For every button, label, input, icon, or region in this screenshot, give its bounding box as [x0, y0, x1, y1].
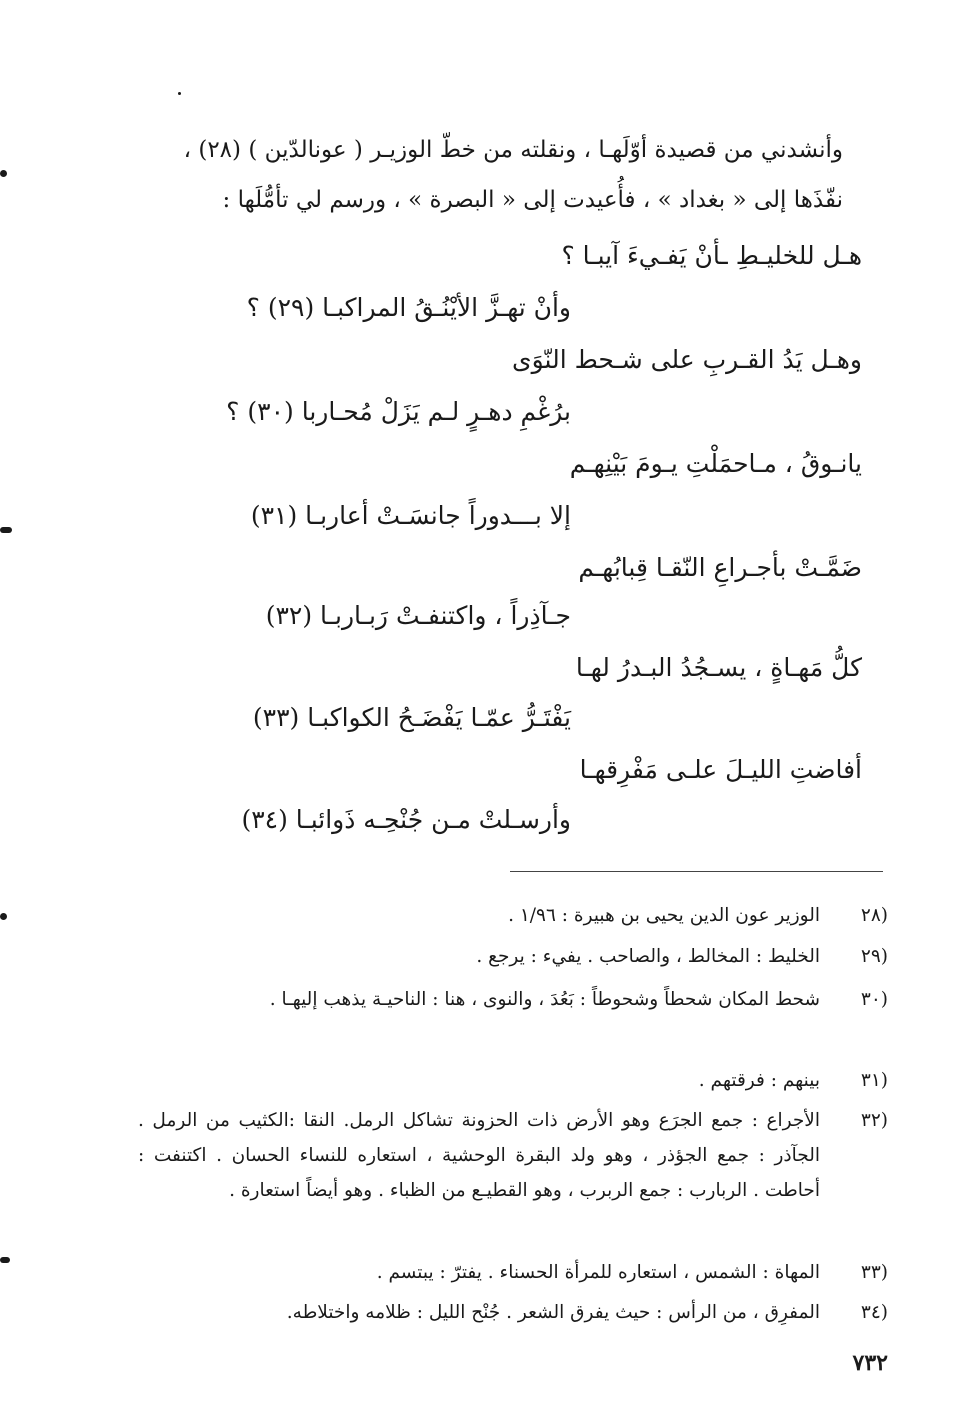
- footnote-30: [138, 982, 888, 1017]
- verse-6-first-hemistich: أفاضتِ الليـلَ علـى مَفْرِقهـا: [579, 755, 862, 784]
- footnote-text: المفرِق ، من الرأس : حيث يفرق الشعر . جُنْح الليل : ظلامه واختلاطه.: [286, 1302, 820, 1323]
- verse-3-first-hemistich: يانـوقُ ، مـاحمَلْتِ يـومَ بَيْنِهـم: [569, 449, 862, 478]
- footnote-number: (٢٨: [860, 905, 888, 926]
- margin-dot: [0, 1257, 10, 1263]
- footnote-33: [138, 1255, 888, 1290]
- footnote-number: (٣١: [860, 1070, 888, 1091]
- footnote-29: [138, 939, 888, 974]
- verse-3-second-hemistich: إلا بـــدوراً جانسَـتْ أعاربـا (٣١): [250, 501, 571, 530]
- footnote-32: [138, 1103, 888, 1208]
- verse-4-first-hemistich: ضَمَّـتْ بأجـراعِ النّقـا قِبابُهـم: [578, 553, 862, 582]
- footnote-text: المهاة : الشمس ، استعاره للمرأة الحسناء . يفترّ : يبتسم .: [376, 1262, 820, 1283]
- footnote-text: الخليط : المخالط ، والصاحب . يفيء : يرجع .: [476, 946, 820, 967]
- verse-5-second-hemistich: يَفْتَـرُّ عمّـا يَفْضَـحُ الكواكبـا (٣٣): [252, 703, 571, 732]
- page-number: ٧٣٢: [852, 1350, 888, 1376]
- footnote-28: [138, 898, 888, 933]
- footnote-number: (٣٣: [860, 1262, 888, 1283]
- footnote-number: (٣٢: [860, 1110, 888, 1131]
- verse-1-first-hemistich: هـل للخليـطِ ـأنْ يَفـيءَ آيبـا ؟: [561, 241, 862, 270]
- verse-5-first-hemistich: كلُّ مَهـاةٍ ، يسـجُدُ البـدرُ لهـا: [575, 653, 862, 682]
- footnote-34: [138, 1295, 888, 1330]
- footnote-text: الأجراع : جمع الجرَع وهو الأرض ذات الحزونة تشاكل الرمل. النقا :الكثيب من الرمل . الجآذر : جمع الجؤذر ، وهو ولد البقرة الوحشية ، استعاره للنساء الحسان . اكتنفت : أحاطت . الربارب : جمع الربرب ، وهو القطيـع من الظباء . وهو أيضاً استعارة .: [138, 1110, 820, 1201]
- intro-line-2: نفّذَها إلى « بغداد » ، فأُعيدت إلى « البصرة » ، ورسم لي تأمُّلَها :: [222, 187, 843, 213]
- verse-2-first-hemistich: وهـل يَدُ القـربِ على شـحط النّوَى: [512, 345, 862, 374]
- footnote-separator: [510, 871, 883, 872]
- footnote-number: (٢٩: [860, 946, 888, 967]
- footnote-number: (٣٠: [860, 989, 888, 1010]
- verse-2-second-hemistich: برُغْمِ دهـرٍ لـم يَزَلْ مُحـاربا (٣٠) ؟: [226, 397, 571, 426]
- margin-dot: [0, 527, 12, 533]
- footnote-text: الوزير عون الدين يحيى بن هبيرة : ١/٩٦ .: [508, 905, 820, 926]
- intro-line-1: وأنشدني من قصيدة أوّلَهـا ، ونقلته من خطّ الوزيـر ( عونالدّين ) (٢٨) ،: [183, 137, 843, 163]
- verse-4-second-hemistich: جـآذِراً ، واكتنفـتْ رَبـاربـا (٣٢): [265, 601, 571, 630]
- footnote-text: بينهم : فرقتهم .: [698, 1070, 820, 1091]
- verse-6-second-hemistich: وأرسـلتْ مـن جُنْحِـه ذَوائبـا (٣٤): [241, 805, 571, 834]
- margin-dot: [0, 170, 7, 177]
- verse-1-second-hemistich: وأنْ تهـزَّ الأيْنُـقُ المراكبـا (٢٩) ؟: [246, 293, 571, 322]
- footnote-number: (٣٤: [860, 1302, 888, 1323]
- speck-mark: [178, 92, 181, 95]
- footnote-31: [138, 1063, 888, 1098]
- footnote-text: شحط المكان شحطاً وشحوطاً : بَعُدَ ، والنوى ، هنا : الناحيـة يذهب إليهـا .: [269, 989, 820, 1010]
- margin-dot: [0, 913, 7, 920]
